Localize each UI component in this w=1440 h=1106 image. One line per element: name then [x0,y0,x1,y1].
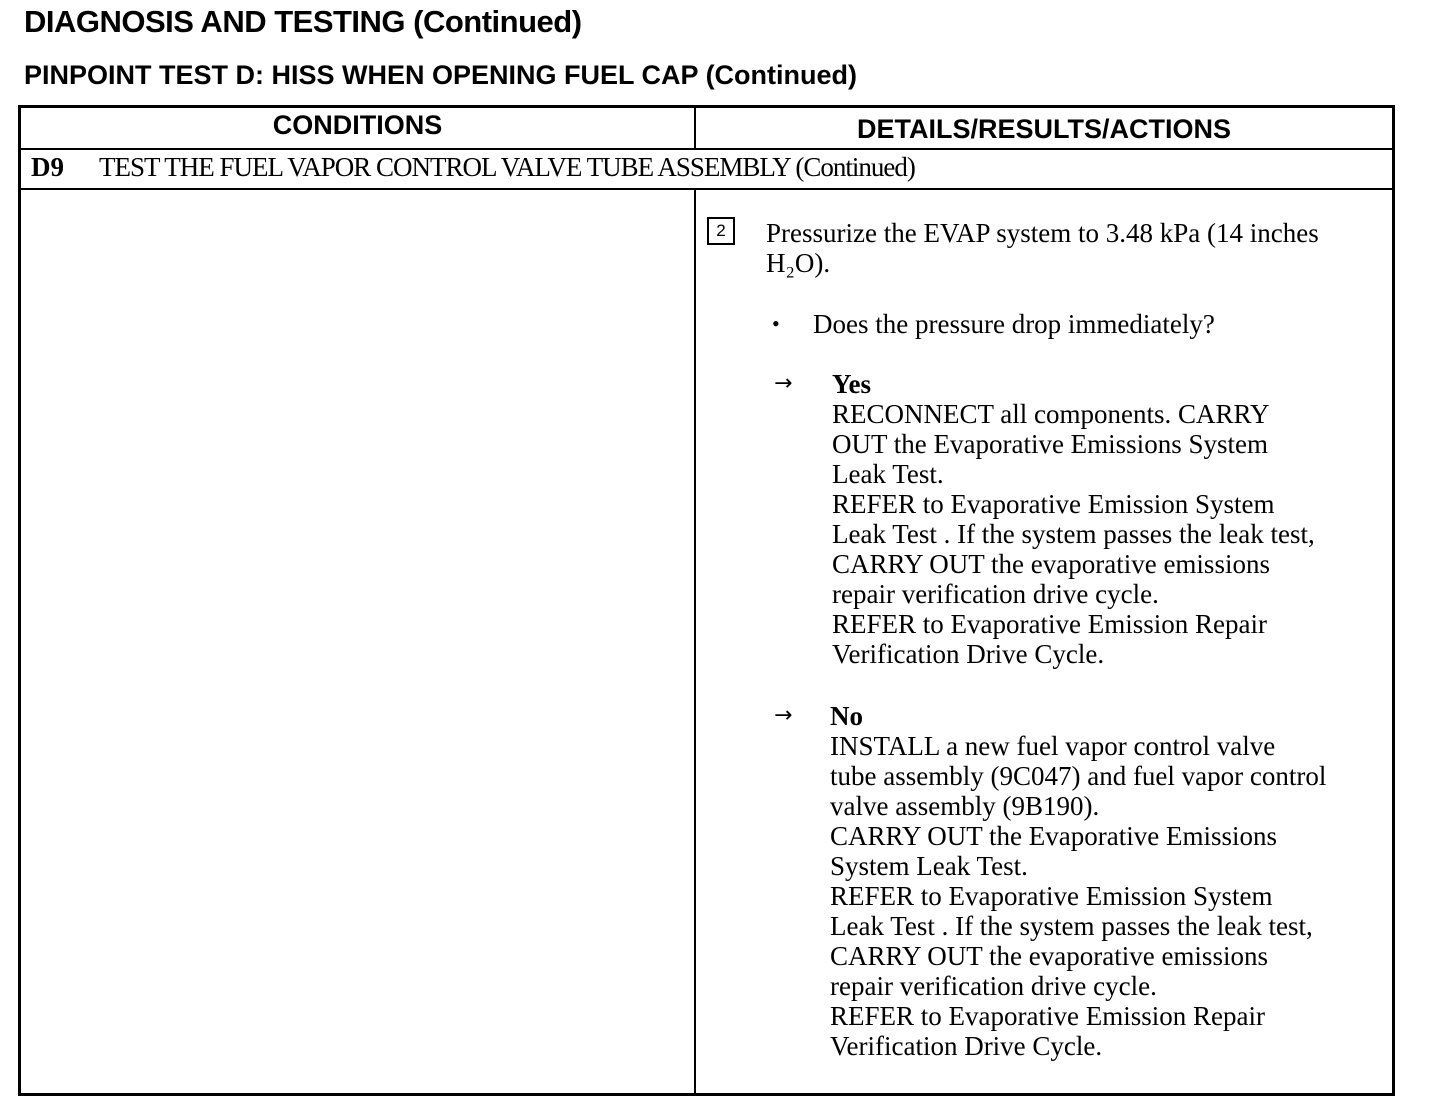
arrow-right-icon: → [774,371,793,396]
no-action-line: CARRY OUT the Evaporative Emissions [830,821,1277,851]
question-text: Does the pressure drop immediately? [813,309,1215,339]
bullet-icon: • [772,311,780,336]
no-action-line: repair verification drive cycle. [830,971,1157,1001]
instruction-text [766,218,1319,278]
no-result-block [830,701,1326,1061]
no-action-line: valve assembly (9B190). [830,791,1100,821]
no-action-line: INSTALL a new fuel vapor control valve [830,731,1276,761]
step-header-row [21,150,1392,190]
table-header-row [21,108,1392,150]
conditions-column-header: CONDITIONS [272,110,443,140]
no-action-line: Verification Drive Cycle. [830,1031,1103,1061]
yes-action-line: Verification Drive Cycle. [832,639,1105,669]
yes-action-line: REFER to Evaporative Emission Repair [832,609,1267,639]
step-id: D9 [31,152,64,182]
yes-action-line: REFER to Evaporative Emission System [832,489,1275,519]
test-title: PINPOINT TEST D: HISS WHEN OPENING FUEL CAP (Continued) [24,60,858,90]
no-action-line: REFER to Evaporative Emission System [830,881,1273,911]
yes-action-line: Leak Test . If the system passes the leak test, [832,519,1315,549]
no-action-line: CARRY OUT the evaporative emissions [830,941,1268,971]
yes-action-line: CARRY OUT the evaporative emissions [832,549,1270,579]
no-action-line: tube assembly (9C047) and fuel vapor control [830,761,1327,791]
yes-result-block [832,369,1315,669]
column-divider [694,108,696,1093]
yes-action-line: Leak Test. [832,459,944,489]
yes-label: Yes [832,369,871,399]
no-action-line: REFER to Evaporative Emission Repair [830,1001,1265,1031]
section-title: DIAGNOSIS AND TESTING (Continued) [24,4,582,39]
no-action-line: Leak Test . If the system passes the leak test, [830,911,1313,941]
step-title: TEST THE FUEL VAPOR CONTROL VALVE TUBE ASSEMBLY (Continued) [99,152,915,182]
no-label: No [830,701,863,731]
yes-action-line: OUT the Evaporative Emissions System [832,429,1268,459]
arrow-right-icon: → [774,703,793,728]
details-column-header: DETAILS/RESULTS/ACTIONS [856,114,1231,144]
yes-action-line: repair verification drive cycle. [832,579,1159,609]
instruction-line: Pressurize the EVAP system to 3.48 kPa (14 inches [766,218,1319,248]
yes-action-line: RECONNECT all components. CARRY [832,399,1270,429]
instruction-line: H₂O). [766,248,831,278]
no-action-line: System Leak Test. [830,851,1028,881]
substep-number-box: 2 [707,217,735,245]
